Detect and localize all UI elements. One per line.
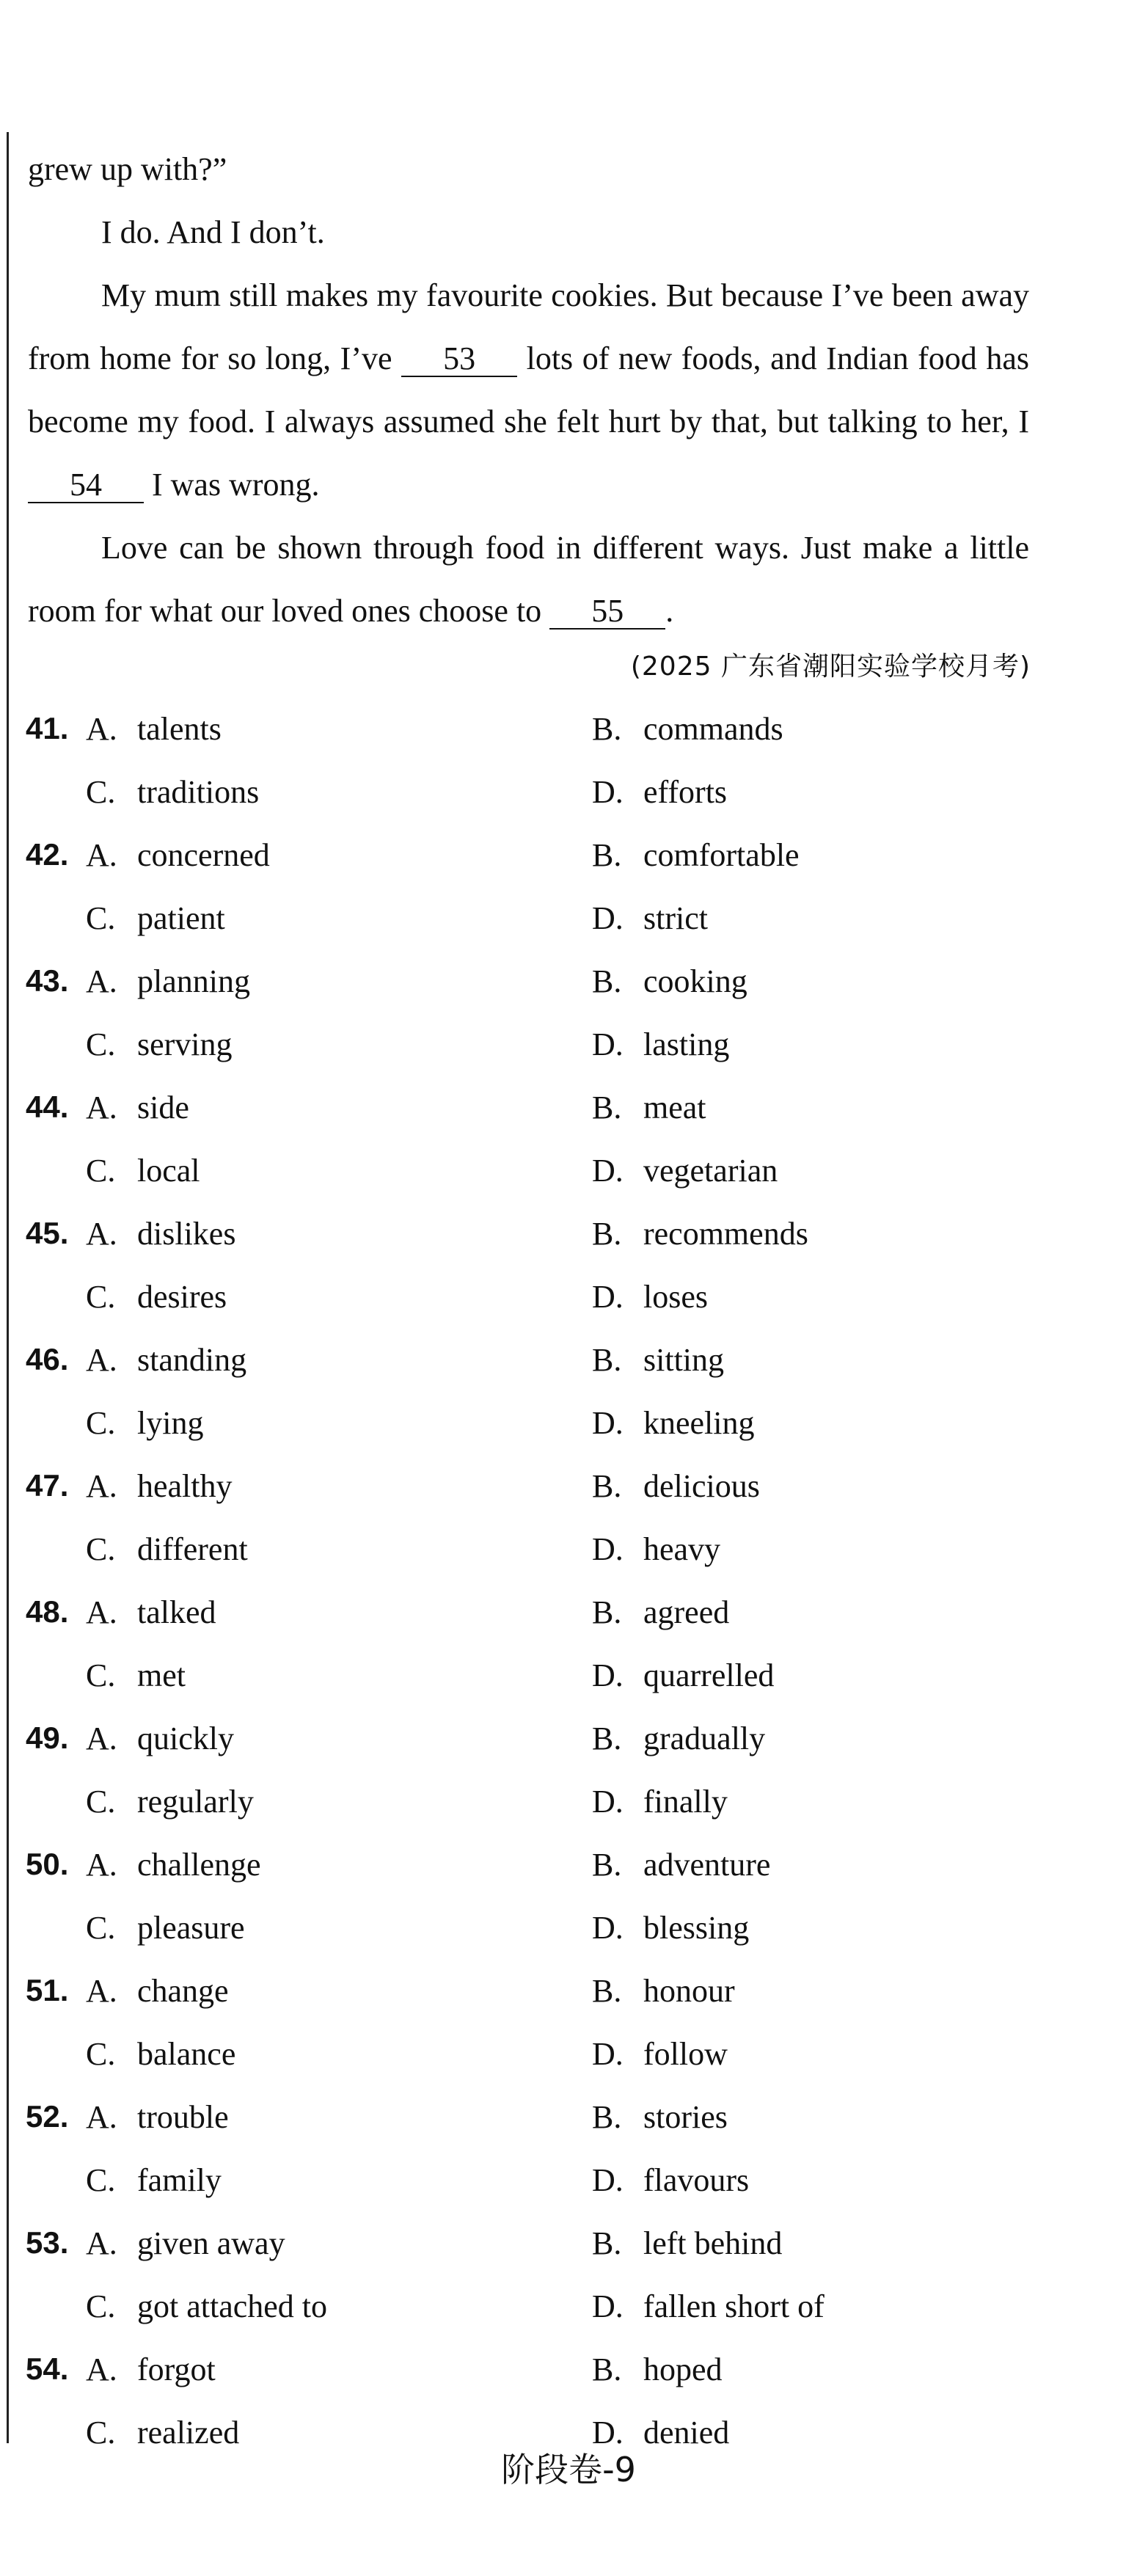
option-b xyxy=(592,2351,723,2388)
option-letter: C. xyxy=(86,2288,116,2324)
option-text: delicious xyxy=(643,1467,760,1504)
question-number: 44. xyxy=(26,1090,69,1124)
option-letter: A. xyxy=(86,836,117,873)
option-d xyxy=(592,1026,729,1063)
option-a xyxy=(86,1720,592,1757)
option-letter: A. xyxy=(86,963,117,999)
source-note: (2025 广东省潮阳实验学校月考) xyxy=(630,652,1031,682)
passage-text: Love can be shown through food in different ways. Just make a little room for what our loved ones choose to xyxy=(28,530,1029,629)
option-letter: D. xyxy=(592,1404,624,1441)
option-text: vegetarian xyxy=(643,1152,778,1189)
option-a xyxy=(86,963,592,1000)
option-text: change xyxy=(137,1972,229,2009)
option-a xyxy=(86,2098,592,2136)
option-letter: D. xyxy=(592,1530,624,1567)
option-text: standing xyxy=(137,1341,247,1378)
option-text: kneeling xyxy=(643,1404,755,1441)
option-letter: C. xyxy=(86,2035,116,2072)
option-text: hoped xyxy=(643,2351,723,2387)
question-49-row xyxy=(26,1707,1053,1770)
option-c xyxy=(86,1278,592,1316)
option-b xyxy=(592,1720,765,1757)
option-text: desires xyxy=(137,1278,227,1315)
option-text: concerned xyxy=(137,836,270,873)
option-text: healthy xyxy=(137,1467,233,1504)
option-text: adventure xyxy=(643,1846,771,1883)
option-text: family xyxy=(137,2161,222,2198)
blank-55: 55 xyxy=(549,594,665,630)
option-d xyxy=(592,2035,728,2073)
option-a xyxy=(86,1972,592,2010)
option-text: heavy xyxy=(643,1530,721,1567)
question-52-row xyxy=(26,2148,1053,2211)
option-d xyxy=(592,1909,749,1946)
option-text: stories xyxy=(643,2098,728,2135)
option-text: cooking xyxy=(643,963,747,999)
option-a xyxy=(86,1341,592,1379)
option-b xyxy=(592,1341,724,1379)
option-text: denied xyxy=(643,2414,730,2451)
option-text: sitting xyxy=(643,1341,725,1378)
option-letter: C. xyxy=(86,1026,116,1062)
question-48-row xyxy=(26,1580,1053,1643)
option-letter: B. xyxy=(592,1720,622,1756)
question-46-row xyxy=(26,1328,1053,1391)
option-letter: A. xyxy=(86,2225,117,2261)
option-text: forgot xyxy=(137,2351,216,2387)
question-number: 51. xyxy=(26,1973,69,2007)
option-letter: D. xyxy=(592,2414,624,2451)
option-text: quickly xyxy=(137,1720,234,1756)
option-letter: C. xyxy=(86,1404,116,1441)
option-letter: C. xyxy=(86,773,116,810)
page-footer: 阶段卷-9 xyxy=(501,2450,636,2489)
option-c xyxy=(86,1404,592,1442)
option-a xyxy=(86,1089,592,1126)
question-number: 41. xyxy=(26,711,69,745)
option-a xyxy=(86,2351,592,2388)
option-letter: C. xyxy=(86,1657,116,1693)
option-c xyxy=(86,773,592,811)
question-number: 46. xyxy=(26,1342,69,1376)
option-letter: D. xyxy=(592,2161,624,2198)
question-45-row xyxy=(26,1265,1053,1328)
option-letter: B. xyxy=(592,963,622,999)
option-letter: C. xyxy=(86,1530,116,1567)
option-letter: C. xyxy=(86,1278,116,1315)
option-letter: A. xyxy=(86,2098,117,2135)
option-letter: B. xyxy=(592,1594,622,1630)
option-text: traditions xyxy=(137,773,260,810)
option-b xyxy=(592,1594,729,1631)
option-letter: A. xyxy=(86,1846,117,1883)
option-b xyxy=(592,2098,728,2136)
option-c xyxy=(86,2035,592,2073)
option-text: challenge xyxy=(137,1846,261,1883)
question-43-row xyxy=(26,949,1053,1012)
option-c xyxy=(86,1657,592,1694)
option-b xyxy=(592,1846,770,1883)
option-b xyxy=(592,963,747,1000)
passage-line: grew up with?” xyxy=(28,151,227,187)
question-number: 54. xyxy=(26,2351,69,2386)
option-b xyxy=(592,836,800,874)
margin-rule xyxy=(7,132,9,2443)
option-text: fallen short of xyxy=(643,2288,825,2324)
question-52-row xyxy=(26,2085,1053,2148)
question-50-row xyxy=(26,1833,1053,1896)
option-d xyxy=(592,2288,825,2325)
option-d xyxy=(592,1530,720,1568)
option-text: regularly xyxy=(137,1783,254,1820)
question-number: 43. xyxy=(26,963,69,998)
question-54-row xyxy=(26,2338,1053,2401)
option-letter: D. xyxy=(592,1909,624,1946)
option-text: pleasure xyxy=(137,1909,245,1946)
option-text: finally xyxy=(643,1783,728,1820)
option-letter: B. xyxy=(592,2225,622,2261)
option-text: talked xyxy=(137,1594,216,1630)
option-b xyxy=(592,1972,735,2010)
question-50-row xyxy=(26,1896,1053,1959)
option-c xyxy=(86,1026,592,1063)
option-text: blessing xyxy=(643,1909,750,1946)
option-letter: A. xyxy=(86,1341,117,1378)
option-letter: A. xyxy=(86,1215,117,1252)
option-letter: D. xyxy=(592,1026,624,1062)
option-c xyxy=(86,900,592,937)
passage-paragraph xyxy=(28,517,1029,643)
option-text: dislikes xyxy=(137,1215,236,1252)
option-text: gradually xyxy=(643,1720,766,1756)
question-number: 52. xyxy=(26,2099,69,2134)
option-letter: B. xyxy=(592,710,622,747)
option-c xyxy=(86,2288,592,2325)
option-letter: B. xyxy=(592,2351,622,2387)
option-text: got attached to xyxy=(137,2288,328,2324)
passage-text: I was wrong. xyxy=(144,467,320,503)
question-47-row xyxy=(26,1454,1053,1517)
option-letter: A. xyxy=(86,1720,117,1756)
question-number: 53. xyxy=(26,2225,69,2260)
option-letter: A. xyxy=(86,1467,117,1504)
question-number: 47. xyxy=(26,1468,69,1503)
option-text: follow xyxy=(643,2035,728,2072)
question-44-row xyxy=(26,1076,1053,1139)
option-text: left behind xyxy=(643,2225,783,2261)
option-letter: D. xyxy=(592,1657,624,1693)
option-letter: A. xyxy=(86,1089,117,1125)
option-text: talents xyxy=(137,710,222,747)
option-letter: B. xyxy=(592,836,622,873)
option-text: realized xyxy=(137,2414,240,2451)
option-letter: C. xyxy=(86,2161,116,2198)
option-letter: D. xyxy=(592,773,624,810)
question-42-row xyxy=(26,886,1053,949)
option-text: loses xyxy=(643,1278,708,1315)
question-number: 48. xyxy=(26,1594,69,1629)
option-letter: C. xyxy=(86,2414,116,2451)
option-letter: C. xyxy=(86,1783,116,1820)
passage-text: My mum still makes my favourite cookies. But because I’ve been away from home for so long, I’ve xyxy=(28,277,1029,376)
option-letter: B. xyxy=(592,1341,622,1378)
option-letter: D. xyxy=(592,2288,624,2324)
question-41-row xyxy=(26,760,1053,823)
option-letter: B. xyxy=(592,1467,622,1504)
option-text: agreed xyxy=(643,1594,730,1630)
option-d xyxy=(592,1657,774,1694)
option-text: meat xyxy=(643,1089,706,1125)
passage-paragraph xyxy=(28,264,1029,517)
option-letter: D. xyxy=(592,900,624,936)
option-text: honour xyxy=(643,1972,735,2009)
option-letter: A. xyxy=(86,710,117,747)
option-text: trouble xyxy=(137,2098,229,2135)
option-c xyxy=(86,1909,592,1946)
option-letter: C. xyxy=(86,1152,116,1189)
options-list xyxy=(26,697,1053,2464)
option-letter: B. xyxy=(592,1972,622,2009)
question-number: 49. xyxy=(26,1721,69,1755)
passage-paragraph: I do. And I don’t. xyxy=(101,214,325,250)
option-letter: A. xyxy=(86,1594,117,1630)
option-letter: D. xyxy=(592,1152,624,1189)
option-a xyxy=(86,1846,592,1883)
question-42-row xyxy=(26,823,1053,886)
option-d xyxy=(592,773,727,811)
blank-54: 54 xyxy=(28,468,144,503)
option-letter: A. xyxy=(86,2351,117,2387)
option-text: lasting xyxy=(643,1026,730,1062)
passage-text: . xyxy=(665,593,674,629)
option-text: commands xyxy=(643,710,783,747)
question-number: 45. xyxy=(26,1216,69,1250)
option-text: met xyxy=(137,1657,186,1693)
option-a xyxy=(86,2225,592,2262)
option-letter: A. xyxy=(86,1972,117,2009)
question-45-row xyxy=(26,1202,1053,1265)
option-letter: B. xyxy=(592,1215,622,1252)
option-d xyxy=(592,2161,749,2199)
reading-passage xyxy=(28,138,1029,643)
question-48-row xyxy=(26,1643,1053,1707)
option-letter: C. xyxy=(86,900,116,936)
option-text: lying xyxy=(137,1404,204,1441)
question-49-row xyxy=(26,1770,1053,1833)
option-text: serving xyxy=(137,1026,233,1062)
passage-text: lots of new foods, and Indian food has become my food. I always assumed she felt hurt by that, but talking to her, I xyxy=(28,340,1029,439)
option-d xyxy=(592,1278,708,1316)
option-text: patient xyxy=(137,900,225,936)
option-letter: B. xyxy=(592,1846,622,1883)
option-letter: D. xyxy=(592,2035,624,2072)
option-letter: D. xyxy=(592,1783,624,1820)
option-b xyxy=(592,710,783,748)
question-43-row xyxy=(26,1012,1053,1076)
option-text: given away xyxy=(137,2225,285,2261)
option-text: flavours xyxy=(643,2161,750,2198)
option-text: different xyxy=(137,1530,248,1567)
question-51-row xyxy=(26,1959,1053,2022)
option-b xyxy=(592,1089,706,1126)
blank-53: 53 xyxy=(401,342,517,377)
option-letter: C. xyxy=(86,1909,116,1946)
option-text: side xyxy=(137,1089,189,1125)
option-d xyxy=(592,1783,728,1820)
option-d xyxy=(592,1152,778,1189)
option-a xyxy=(86,1215,592,1252)
question-number: 50. xyxy=(26,1847,69,1881)
question-41-row xyxy=(26,697,1053,760)
option-c xyxy=(86,1530,592,1568)
option-text: local xyxy=(137,1152,200,1189)
option-text: recommends xyxy=(643,1215,808,1252)
option-text: balance xyxy=(137,2035,236,2072)
question-46-row xyxy=(26,1391,1053,1454)
option-c xyxy=(86,1152,592,1189)
option-letter: B. xyxy=(592,2098,622,2135)
option-text: quarrelled xyxy=(643,1657,775,1693)
option-letter: D. xyxy=(592,1278,624,1315)
question-number: 42. xyxy=(26,837,69,872)
option-text: comfortable xyxy=(643,836,800,873)
question-47-row xyxy=(26,1517,1053,1580)
option-a xyxy=(86,1594,592,1631)
option-a xyxy=(86,836,592,874)
option-b xyxy=(592,1467,760,1505)
question-53-row xyxy=(26,2274,1053,2338)
option-d xyxy=(592,1404,755,1442)
option-text: strict xyxy=(643,900,708,936)
option-d xyxy=(592,900,708,937)
option-a xyxy=(86,710,592,748)
option-c xyxy=(86,2161,592,2199)
question-53-row xyxy=(26,2211,1053,2274)
option-text: efforts xyxy=(643,773,728,810)
option-letter: B. xyxy=(592,1089,622,1125)
option-b xyxy=(592,1215,808,1252)
option-b xyxy=(592,2225,782,2262)
question-51-row xyxy=(26,2022,1053,2085)
option-text: planning xyxy=(137,963,250,999)
option-c xyxy=(86,1783,592,1820)
option-a xyxy=(86,1467,592,1505)
question-44-row xyxy=(26,1139,1053,1202)
